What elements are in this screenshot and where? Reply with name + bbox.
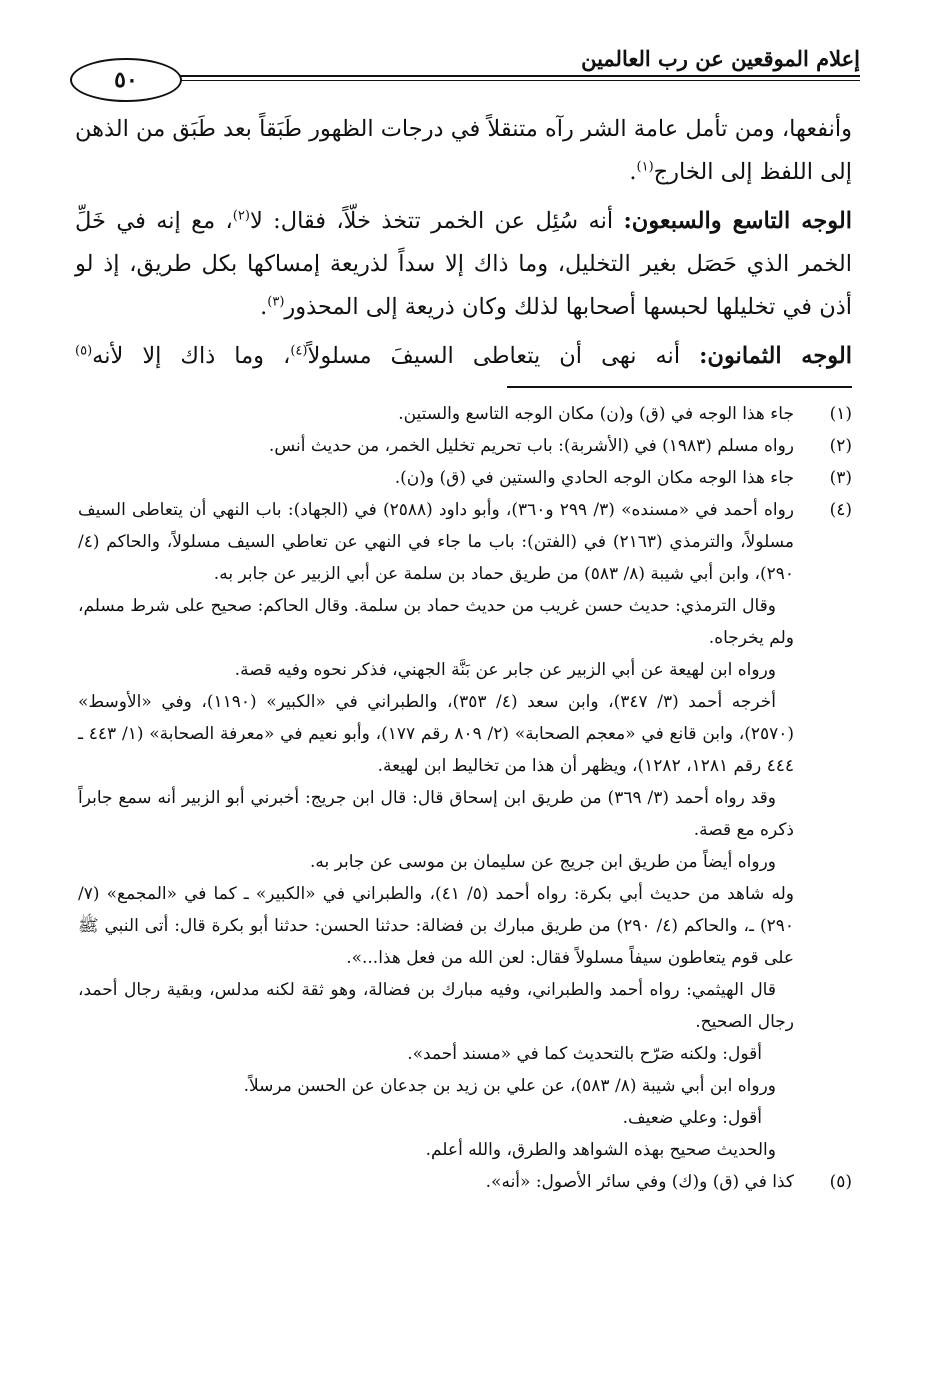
header-rule-thin: [180, 80, 860, 81]
footnote-ref-1: (١): [636, 159, 654, 175]
footnote-text: رواه مسلم (١٩٨٣) في (الأشربة): باب تحريم تخليل الخمر، من حديث أنس.: [268, 436, 794, 456]
footnote-text: وله شاهد من حديث أبي بكرة: رواه أحمد (٥/ ٤١)، والطبراني في «الكبير» ـ كما في «المجمع» (٧/ ٢٩٠) ـ، والحاكم (٤/ ٢٩٠) من طريق مبارك بن فضالة: حدثنا الحسن: حدثنا أبو بكرة قال: أتى النبي ﷺ على قوم يتعاطون سيفاً مسلولاً فقال: لعن الله من فعل هذا...».: [78, 884, 795, 968]
footnote-text: جاء هذا الوجه في (ق) و(ن) مكان الوجه التاسع والستين.: [398, 404, 794, 424]
main-paragraph-3: [75, 335, 852, 378]
footnote-text: جاء هذا الوجه مكان الوجه الحادي والستين في (ق) و(ن).: [394, 468, 794, 488]
header-rule: [180, 75, 860, 77]
main-text: [75, 108, 852, 384]
footnote-ref-3: (٣): [267, 294, 285, 310]
page-number: ٥٠: [70, 58, 182, 102]
footnote-ref-4: (٤): [290, 343, 308, 359]
footnote-2: [78, 430, 852, 462]
footnote-text: أقول: وعلي ضعيف.: [622, 1108, 762, 1128]
footnotes: [78, 398, 852, 1198]
paragraph-text: وأنفعها، ومن تأمل عامة الشر رآه متنقلاً في درجات الظهور طَبَقاً بعد طَبَق من الذهن إلى اللفظ إلى الخارج: [75, 116, 852, 185]
footnote-text: رواه أحمد في «مسنده» (٣/ ٢٩٩ و٣٦٠)، وأبو داود (٢٥٨٨) في (الجهاد): باب النهي أن يتعاطى السيف مسلولاً، والترمذي (٢١٦٣) في (الفتن): باب ما جاء في النهي عن تعاطي السيف مسلولاً، والحاكم (٤/ ٢٩٠)، وابن أبي شيبة (٨/ ٥٨٣) من طريق حماد بن سلمة عن أبي الزبير عن جابر به.: [78, 500, 795, 584]
footnote-3: [78, 462, 852, 494]
section-heading-80: الوجه الثمانون:: [699, 343, 852, 369]
paragraph-text: أنه نهى أن يتعاطى السيفَ مسلولاً: [307, 343, 681, 369]
paragraph-text: ، مع إنه في خَلِّ الخمر الذي حَصَل بغير التخليل، وما ذاك إلا سداً لذريعة إمساكها بكل طريق، إذ لو أذن في تخليلها لحبسها أصحابها لذلك وكان ذريعة إلى المحذور: [75, 208, 852, 320]
footnote-number: (٢): [829, 436, 852, 456]
paragraph-text: أنه سُئِل عن الخمر تتخذ خلّاً، فقال: لا: [249, 208, 614, 234]
footnote-5: [78, 1166, 852, 1198]
footnote-text: والحديث صحيح بهذه الشواهد والطرق، والله أعلم.: [425, 1140, 776, 1160]
footnote-divider: [507, 386, 852, 388]
footnote-text: أخرجه أحمد (٣/ ٣٤٧)، وابن سعد (٤/ ٣٥٣)، والطبراني في «الكبير» (١١٩٠)، وفي «الأوسط» (٢٥٧٠)، وابن قانع في «معجم الصحابة» (٢/ ٨٠٩ رقم ١٧٧)، وأبو نعيم في «معرفة الصحابة» (١/ ٤٤٣ ـ ٤٤٤ رقم ١٢٨١، ١٢٨٢)، ويظهر أن هذا من تخاليط ابن لهيعة.: [78, 692, 795, 776]
paragraph-end: .: [629, 159, 637, 185]
footnote-number: (١): [829, 404, 852, 424]
footnote-text: وقد رواه أحمد (٣/ ٣٦٩) من طريق ابن إسحاق قال: قال ابن جريج: أخبرني أبو الزبير أنه سمع جابراً ذكره مع قصة.: [78, 788, 794, 840]
footnote-text: وقال الترمذي: حديث حسن غريب من حديث حماد بن سلمة. وقال الحاكم: صحيح على شرط مسلم، ولم يخرجاه.: [78, 596, 794, 648]
footnote-ref-2: (٢): [232, 208, 250, 224]
paragraph-end: .: [260, 294, 268, 320]
main-paragraph-2: [75, 200, 852, 329]
footnote-text: كذا في (ق) و(ك) وفي سائر الأصول: «أنه».: [485, 1172, 794, 1192]
footnote-4: [78, 494, 852, 1166]
footnote-number: (٤): [829, 500, 852, 520]
page-header: [70, 44, 860, 100]
section-heading-79: الوجه التاسع والسبعون:: [623, 208, 853, 234]
footnote-number: (٥): [829, 1172, 852, 1192]
paragraph-text: ، وما ذاك إلا لأنه: [92, 343, 291, 369]
footnote-1: [78, 398, 852, 430]
footnote-number: (٣): [829, 468, 852, 488]
main-paragraph-1: [75, 108, 852, 194]
footnote-text: ورواه ابن لهيعة عن أبي الزبير عن جابر عن بَنَّة الجهني، فذكر نحوه وفيه قصة.: [234, 660, 776, 680]
footnote-text: ورواه ابن أبي شيبة (٨/ ٥٨٣)، عن علي بن زيد بن جدعان عن الحسن مرسلاً.: [243, 1076, 776, 1096]
footnote-text: ورواه أيضاً من طريق ابن جريج عن سليمان بن موسى عن جابر به.: [309, 852, 776, 872]
running-title: إعلام الموقعين عن رب العالمين: [581, 46, 860, 71]
footnote-text: أقول: ولكنه صَرّح بالتحديث كما في «مسند أحمد».: [407, 1044, 762, 1064]
footnote-ref-5: (٥): [75, 343, 93, 359]
footnote-text: قال الهيثمي: رواه أحمد والطبراني، وفيه مبارك بن فضالة، وهو ثقة لكنه مدلس، وبقية رجال أحمد، رجال الصحيح.: [78, 980, 794, 1032]
